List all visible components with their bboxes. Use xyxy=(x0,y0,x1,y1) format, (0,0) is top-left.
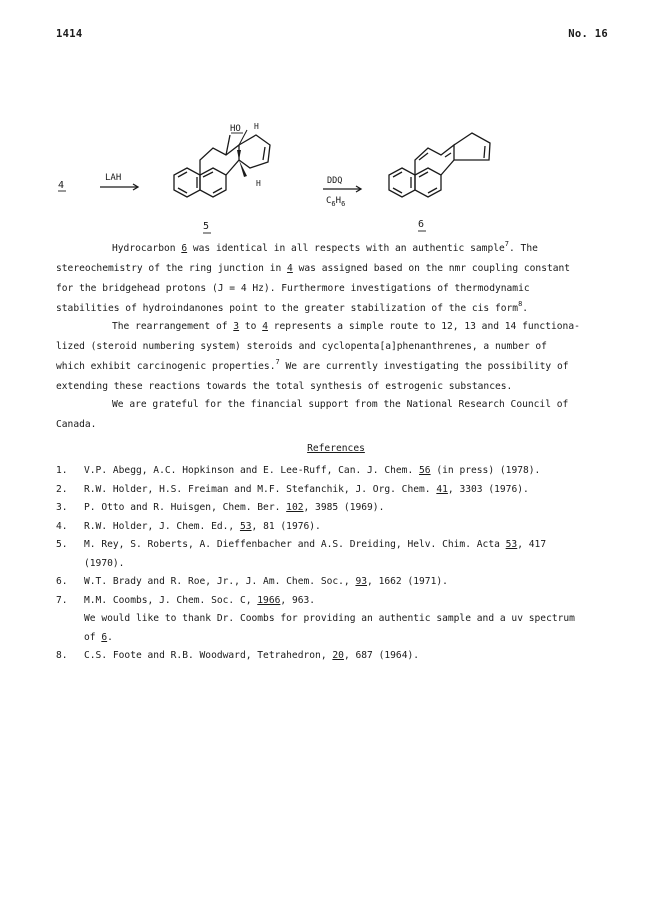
reference-item: 5. M. Rey, S. Roberts, A. Dieffenbacher and A.S. Dreiding, Helv. Chim. Acta 53, 417 (1970). xyxy=(56,539,547,569)
reference-note: We would like to thank Dr. Coombs for providing an authentic sample and a uv spectrum xyxy=(84,613,575,624)
reagent-ddq: DDQ xyxy=(327,176,343,186)
reference-item: 8. C.S. Foote and R.B. Woodward, Tetrahedron, 20, 687 (1964). xyxy=(56,650,420,661)
start-compound-label: 4 xyxy=(58,180,65,191)
citation-8: 8 xyxy=(518,300,523,308)
h-label-bottom: H xyxy=(256,179,261,188)
compound-6-label: 6 xyxy=(418,219,425,230)
reference-item: 2. R.W. Holder, H.S. Freiman and M.F. Stefanchik, J. Org. Chem. 41, 3303 (1976). xyxy=(56,483,529,495)
acknowledgement-paragraph: We are grateful for the financial support from the National Research Council of Canada. xyxy=(56,399,569,430)
h-label-top: H xyxy=(254,122,259,131)
compound-ref-4b: 4 xyxy=(262,321,268,332)
paragraph-1: Hydrocarbon 6 was identical in all respects with an authentic sample$^7$. The stereochemistry of the ring junction in 4 was assigned based on the nmr coupling constant for the bridgehead protons (J = 4 Hz). Furthermore investigations of thermodynamic stabilities of hydroindanones point to the greater stabilization of the cis form$^8$. xyxy=(56,240,571,314)
page-number: 1414 xyxy=(56,28,83,40)
issue-number: No. 16 xyxy=(568,28,608,40)
reference-item: 4. R.W. Holder, J. Chem. Ed., 53, 81 (1976). xyxy=(56,520,321,532)
compound-ref-6: 6 xyxy=(181,243,188,254)
reagent-lah: LAH xyxy=(105,173,122,183)
references-list xyxy=(56,462,616,666)
compound-6-structure xyxy=(389,133,490,197)
reference-item: 6. W.T. Brady and R. Roe, Jr., J. Am. Chem. Soc., 93, 1662 (1971). xyxy=(56,576,448,587)
paragraph-2: The rearrangement of 3 to 4 represents a simple route to 12, 13 and 14 functiona- lized (steroid numbering system) steroids and cyclopenta[a]phenanthrenes, a number of which exhibit carcinogenic properties.$^7$ We are currently investigating the possibility of extending these reactions towards the total synthesis of estrogenic substances. xyxy=(56,321,580,392)
reference-item: 7. M.M. Coombs, J. Chem. Soc. C, 1966, 963. We would like to thank Dr. Coombs for providing an authentic sample and a uv spectrum of 6. xyxy=(56,594,575,643)
citation-7: 7 xyxy=(504,240,509,248)
reaction-arrow-1 xyxy=(100,184,138,190)
reference-item: 1. V.P. Abegg, A.C. Hopkinson and E. Lee-Ruff, Can. J. Chem. 56 (in press) (1978). xyxy=(56,465,541,476)
compound-5-label: 5 xyxy=(203,221,210,232)
reaction-scheme xyxy=(0,95,672,235)
citation-7b: 7 xyxy=(275,358,280,366)
reaction-arrow-2 xyxy=(323,186,361,192)
compound-ref-4: 4 xyxy=(287,263,293,274)
ho-label: HO xyxy=(230,124,241,134)
compound-ref-3: 3 xyxy=(233,321,240,332)
reagent-benzene: $C_6H_6$ xyxy=(326,196,346,208)
references-heading: References xyxy=(307,443,365,454)
reference-item: 3. P. Otto and R. Huisgen, Chem. Ber. 102, 3985 (1969). xyxy=(56,502,385,513)
